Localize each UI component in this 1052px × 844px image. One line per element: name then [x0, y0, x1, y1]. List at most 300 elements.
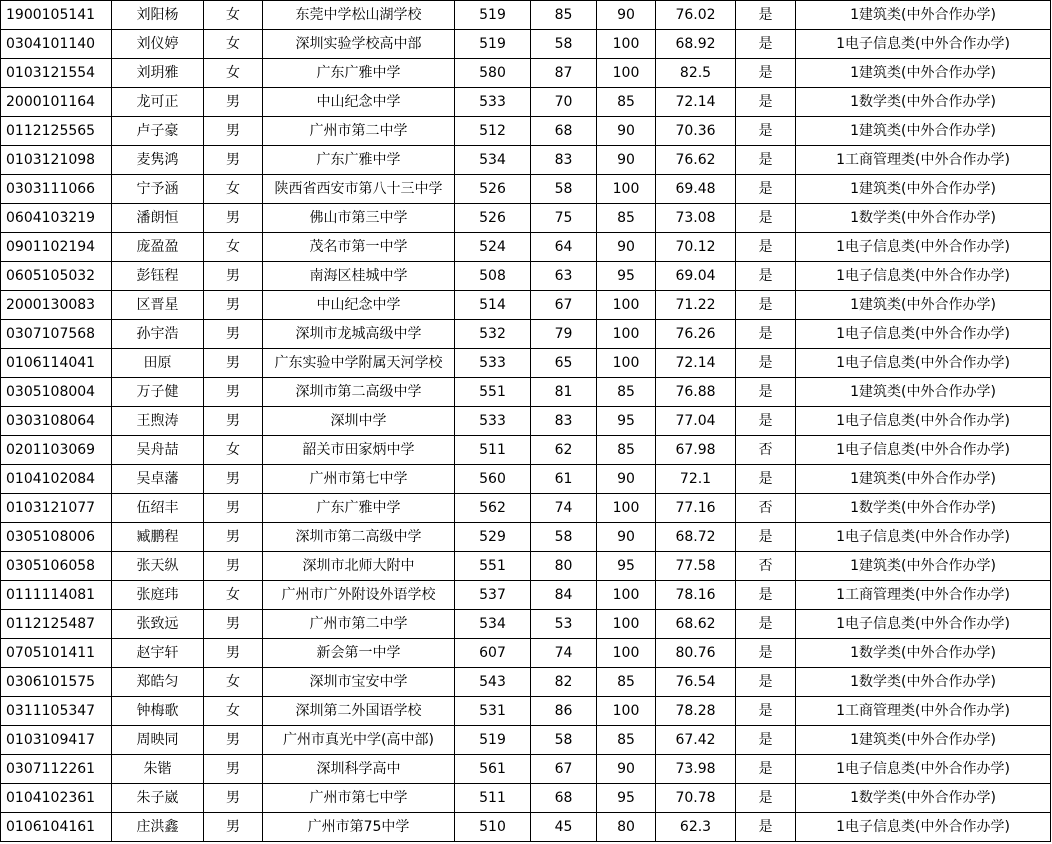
school-cell: 深圳市宝安中学 [263, 668, 455, 697]
score-a-cell: 82 [531, 668, 597, 697]
composite-score-cell: 78.28 [656, 697, 736, 726]
gender-cell: 女 [204, 59, 263, 88]
accepted-cell: 是 [736, 726, 796, 755]
program-cell: 1工商管理类(中外合作办学) [796, 581, 1051, 610]
program-cell: 1建筑类(中外合作办学) [796, 1, 1051, 30]
total-score-cell: 560 [455, 465, 531, 494]
composite-score-cell: 76.26 [656, 320, 736, 349]
score-b-cell: 100 [597, 291, 656, 320]
student-name-cell: 宁予涵 [112, 175, 204, 204]
candidate-id-cell: 0311105347 [1, 697, 112, 726]
score-b-cell: 95 [597, 262, 656, 291]
program-cell: 1电子信息类(中外合作办学) [796, 407, 1051, 436]
score-b-cell: 100 [597, 349, 656, 378]
total-score-cell: 524 [455, 233, 531, 262]
candidate-id-cell: 0112125487 [1, 610, 112, 639]
composite-score-cell: 76.62 [656, 146, 736, 175]
composite-score-cell: 72.14 [656, 349, 736, 378]
score-a-cell: 67 [531, 755, 597, 784]
table-row [1, 88, 1051, 117]
score-a-cell: 68 [531, 784, 597, 813]
accepted-cell: 是 [736, 610, 796, 639]
student-name-cell: 田原 [112, 349, 204, 378]
score-a-cell: 53 [531, 610, 597, 639]
score-b-cell: 95 [597, 784, 656, 813]
gender-cell: 男 [204, 726, 263, 755]
candidate-id-cell: 0112125565 [1, 117, 112, 146]
table-row [1, 291, 1051, 320]
score-b-cell: 85 [597, 726, 656, 755]
school-cell: 广州市第75中学 [263, 813, 455, 842]
score-b-cell: 90 [597, 465, 656, 494]
score-a-cell: 58 [531, 175, 597, 204]
accepted-cell: 是 [736, 523, 796, 552]
score-b-cell: 100 [597, 59, 656, 88]
student-name-cell: 庞盈盈 [112, 233, 204, 262]
table-row [1, 639, 1051, 668]
gender-cell: 男 [204, 755, 263, 784]
candidate-id-cell: 2000130083 [1, 291, 112, 320]
table-row [1, 610, 1051, 639]
composite-score-cell: 70.36 [656, 117, 736, 146]
candidate-id-cell: 0111114081 [1, 581, 112, 610]
table-row [1, 30, 1051, 59]
table-row [1, 523, 1051, 552]
school-cell: 深圳市龙城高级中学 [263, 320, 455, 349]
school-cell: 广东广雅中学 [263, 146, 455, 175]
accepted-cell: 是 [736, 30, 796, 59]
composite-score-cell: 78.16 [656, 581, 736, 610]
program-cell: 1电子信息类(中外合作办学) [796, 262, 1051, 291]
accepted-cell: 是 [736, 1, 796, 30]
score-a-cell: 61 [531, 465, 597, 494]
score-b-cell: 100 [597, 581, 656, 610]
table-row [1, 117, 1051, 146]
student-name-cell: 钟梅歌 [112, 697, 204, 726]
composite-score-cell: 62.3 [656, 813, 736, 842]
total-score-cell: 532 [455, 320, 531, 349]
gender-cell: 女 [204, 697, 263, 726]
program-cell: 1数学类(中外合作办学) [796, 204, 1051, 233]
total-score-cell: 533 [455, 407, 531, 436]
gender-cell: 男 [204, 784, 263, 813]
total-score-cell: 508 [455, 262, 531, 291]
total-score-cell: 511 [455, 436, 531, 465]
accepted-cell: 是 [736, 813, 796, 842]
school-cell: 广州市广外附设外语学校 [263, 581, 455, 610]
total-score-cell: 531 [455, 697, 531, 726]
composite-score-cell: 77.16 [656, 494, 736, 523]
candidate-id-cell: 0106114041 [1, 349, 112, 378]
student-name-cell: 龙可正 [112, 88, 204, 117]
student-name-cell: 张致远 [112, 610, 204, 639]
student-name-cell: 万子健 [112, 378, 204, 407]
accepted-cell: 是 [736, 407, 796, 436]
gender-cell: 女 [204, 175, 263, 204]
candidate-id-cell: 0305108004 [1, 378, 112, 407]
composite-score-cell: 77.04 [656, 407, 736, 436]
accepted-cell: 是 [736, 755, 796, 784]
school-cell: 广州市第二中学 [263, 117, 455, 146]
score-b-cell: 85 [597, 88, 656, 117]
school-cell: 深圳实验学校高中部 [263, 30, 455, 59]
score-b-cell: 90 [597, 1, 656, 30]
school-cell: 中山纪念中学 [263, 88, 455, 117]
score-a-cell: 84 [531, 581, 597, 610]
composite-score-cell: 70.12 [656, 233, 736, 262]
accepted-cell: 是 [736, 291, 796, 320]
school-cell: 广州市第二中学 [263, 610, 455, 639]
accepted-cell: 是 [736, 59, 796, 88]
candidate-id-cell: 0705101411 [1, 639, 112, 668]
table-row [1, 697, 1051, 726]
student-name-cell: 刘玥雅 [112, 59, 204, 88]
gender-cell: 女 [204, 233, 263, 262]
composite-score-cell: 67.42 [656, 726, 736, 755]
total-score-cell: 543 [455, 668, 531, 697]
student-name-cell: 臧鹏程 [112, 523, 204, 552]
student-name-cell: 张天纵 [112, 552, 204, 581]
table-row [1, 59, 1051, 88]
student-name-cell: 吴卓藩 [112, 465, 204, 494]
score-a-cell: 63 [531, 262, 597, 291]
school-cell: 广州市第七中学 [263, 784, 455, 813]
total-score-cell: 607 [455, 639, 531, 668]
gender-cell: 女 [204, 581, 263, 610]
table-row [1, 407, 1051, 436]
table-row [1, 726, 1051, 755]
gender-cell: 男 [204, 407, 263, 436]
score-b-cell: 95 [597, 407, 656, 436]
candidate-id-cell: 0303111066 [1, 175, 112, 204]
composite-score-cell: 73.08 [656, 204, 736, 233]
candidate-id-cell: 0305106058 [1, 552, 112, 581]
total-score-cell: 537 [455, 581, 531, 610]
candidate-id-cell: 0305108006 [1, 523, 112, 552]
program-cell: 1电子信息类(中外合作办学) [796, 436, 1051, 465]
total-score-cell: 534 [455, 146, 531, 175]
score-b-cell: 85 [597, 668, 656, 697]
accepted-cell: 是 [736, 262, 796, 291]
gender-cell: 男 [204, 262, 263, 291]
school-cell: 深圳市北师大附中 [263, 552, 455, 581]
candidate-id-cell: 0307112261 [1, 755, 112, 784]
student-name-cell: 麦隽鸿 [112, 146, 204, 175]
program-cell: 1电子信息类(中外合作办学) [796, 30, 1051, 59]
student-name-cell: 周映同 [112, 726, 204, 755]
composite-score-cell: 80.76 [656, 639, 736, 668]
composite-score-cell: 68.62 [656, 610, 736, 639]
candidate-id-cell: 1900105141 [1, 1, 112, 30]
student-name-cell: 刘仪婷 [112, 30, 204, 59]
student-name-cell: 区晋星 [112, 291, 204, 320]
school-cell: 广东广雅中学 [263, 59, 455, 88]
score-b-cell: 85 [597, 378, 656, 407]
gender-cell: 男 [204, 813, 263, 842]
gender-cell: 女 [204, 30, 263, 59]
composite-score-cell: 73.98 [656, 755, 736, 784]
table-row [1, 436, 1051, 465]
composite-score-cell: 67.98 [656, 436, 736, 465]
gender-cell: 男 [204, 378, 263, 407]
gender-cell: 男 [204, 291, 263, 320]
candidate-id-cell: 0103121077 [1, 494, 112, 523]
student-name-cell: 朱锴 [112, 755, 204, 784]
student-name-cell: 朱子崴 [112, 784, 204, 813]
table-row [1, 320, 1051, 349]
table-body [1, 1, 1051, 842]
table-row [1, 668, 1051, 697]
student-name-cell: 彭钰程 [112, 262, 204, 291]
gender-cell: 男 [204, 465, 263, 494]
composite-score-cell: 69.04 [656, 262, 736, 291]
school-cell: 陕西省西安市第八十三中学 [263, 175, 455, 204]
score-a-cell: 86 [531, 697, 597, 726]
gender-cell: 男 [204, 320, 263, 349]
score-a-cell: 64 [531, 233, 597, 262]
program-cell: 1建筑类(中外合作办学) [796, 726, 1051, 755]
total-score-cell: 561 [455, 755, 531, 784]
accepted-cell: 是 [736, 146, 796, 175]
score-b-cell: 100 [597, 610, 656, 639]
score-a-cell: 79 [531, 320, 597, 349]
score-a-cell: 65 [531, 349, 597, 378]
score-a-cell: 81 [531, 378, 597, 407]
student-name-cell: 张庭玮 [112, 581, 204, 610]
accepted-cell: 是 [736, 697, 796, 726]
candidate-id-cell: 2000101164 [1, 88, 112, 117]
school-cell: 深圳第二外国语学校 [263, 697, 455, 726]
table-row [1, 784, 1051, 813]
gender-cell: 男 [204, 639, 263, 668]
student-name-cell: 庄洪鑫 [112, 813, 204, 842]
score-a-cell: 58 [531, 523, 597, 552]
total-score-cell: 533 [455, 349, 531, 378]
program-cell: 1建筑类(中外合作办学) [796, 117, 1051, 146]
score-a-cell: 62 [531, 436, 597, 465]
table-row [1, 378, 1051, 407]
score-b-cell: 100 [597, 175, 656, 204]
candidate-id-cell: 0303108064 [1, 407, 112, 436]
program-cell: 1建筑类(中外合作办学) [796, 291, 1051, 320]
accepted-cell: 是 [736, 204, 796, 233]
score-b-cell: 90 [597, 117, 656, 146]
accepted-cell: 是 [736, 88, 796, 117]
gender-cell: 男 [204, 204, 263, 233]
composite-score-cell: 76.02 [656, 1, 736, 30]
composite-score-cell: 76.54 [656, 668, 736, 697]
score-b-cell: 80 [597, 813, 656, 842]
program-cell: 1电子信息类(中外合作办学) [796, 349, 1051, 378]
program-cell: 1电子信息类(中外合作办学) [796, 320, 1051, 349]
student-name-cell: 卢子豪 [112, 117, 204, 146]
score-a-cell: 83 [531, 407, 597, 436]
total-score-cell: 511 [455, 784, 531, 813]
program-cell: 1数学类(中外合作办学) [796, 88, 1051, 117]
accepted-cell: 是 [736, 378, 796, 407]
candidate-id-cell: 0306101575 [1, 668, 112, 697]
student-name-cell: 赵宇轩 [112, 639, 204, 668]
program-cell: 1工商管理类(中外合作办学) [796, 146, 1051, 175]
composite-score-cell: 70.78 [656, 784, 736, 813]
candidate-id-cell: 0901102194 [1, 233, 112, 262]
gender-cell: 男 [204, 552, 263, 581]
total-score-cell: 519 [455, 30, 531, 59]
school-cell: 深圳科学高中 [263, 755, 455, 784]
school-cell: 佛山市第三中学 [263, 204, 455, 233]
score-a-cell: 70 [531, 88, 597, 117]
candidate-id-cell: 0605105032 [1, 262, 112, 291]
school-cell: 深圳市第二高级中学 [263, 523, 455, 552]
gender-cell: 男 [204, 610, 263, 639]
candidate-id-cell: 0103109417 [1, 726, 112, 755]
table-row [1, 175, 1051, 204]
program-cell: 1数学类(中外合作办学) [796, 784, 1051, 813]
gender-cell: 男 [204, 523, 263, 552]
gender-cell: 男 [204, 117, 263, 146]
table-row [1, 262, 1051, 291]
gender-cell: 男 [204, 146, 263, 175]
student-name-cell: 伍绍丰 [112, 494, 204, 523]
school-cell: 深圳中学 [263, 407, 455, 436]
score-a-cell: 67 [531, 291, 597, 320]
gender-cell: 女 [204, 436, 263, 465]
school-cell: 南海区桂城中学 [263, 262, 455, 291]
school-cell: 茂名市第一中学 [263, 233, 455, 262]
composite-score-cell: 72.14 [656, 88, 736, 117]
score-b-cell: 100 [597, 320, 656, 349]
program-cell: 1电子信息类(中外合作办学) [796, 233, 1051, 262]
score-b-cell: 90 [597, 523, 656, 552]
total-score-cell: 519 [455, 1, 531, 30]
total-score-cell: 526 [455, 204, 531, 233]
table-row [1, 494, 1051, 523]
score-b-cell: 85 [597, 436, 656, 465]
accepted-cell: 是 [736, 639, 796, 668]
score-b-cell: 100 [597, 30, 656, 59]
total-score-cell: 526 [455, 175, 531, 204]
candidate-id-cell: 0304101140 [1, 30, 112, 59]
school-cell: 新会第一中学 [263, 639, 455, 668]
score-a-cell: 68 [531, 117, 597, 146]
student-name-cell: 潘朗恒 [112, 204, 204, 233]
total-score-cell: 514 [455, 291, 531, 320]
program-cell: 1数学类(中外合作办学) [796, 668, 1051, 697]
accepted-cell: 是 [736, 233, 796, 262]
program-cell: 1建筑类(中外合作办学) [796, 59, 1051, 88]
gender-cell: 女 [204, 668, 263, 697]
score-a-cell: 75 [531, 204, 597, 233]
student-name-cell: 王煦涛 [112, 407, 204, 436]
candidate-id-cell: 0307107568 [1, 320, 112, 349]
composite-score-cell: 69.48 [656, 175, 736, 204]
composite-score-cell: 76.88 [656, 378, 736, 407]
program-cell: 1电子信息类(中外合作办学) [796, 523, 1051, 552]
program-cell: 1数学类(中外合作办学) [796, 494, 1051, 523]
gender-cell: 男 [204, 88, 263, 117]
composite-score-cell: 68.92 [656, 30, 736, 59]
score-a-cell: 85 [531, 1, 597, 30]
accepted-cell: 是 [736, 465, 796, 494]
candidate-id-cell: 0103121098 [1, 146, 112, 175]
score-a-cell: 80 [531, 552, 597, 581]
candidate-id-cell: 0106104161 [1, 813, 112, 842]
total-score-cell: 580 [455, 59, 531, 88]
composite-score-cell: 77.58 [656, 552, 736, 581]
score-b-cell: 100 [597, 639, 656, 668]
total-score-cell: 534 [455, 610, 531, 639]
composite-score-cell: 71.22 [656, 291, 736, 320]
score-a-cell: 58 [531, 30, 597, 59]
table-row [1, 204, 1051, 233]
table-row [1, 465, 1051, 494]
accepted-cell: 是 [736, 175, 796, 204]
composite-score-cell: 82.5 [656, 59, 736, 88]
school-cell: 广州市真光中学(高中部) [263, 726, 455, 755]
program-cell: 1电子信息类(中外合作办学) [796, 813, 1051, 842]
score-a-cell: 74 [531, 494, 597, 523]
total-score-cell: 519 [455, 726, 531, 755]
table-row [1, 1, 1051, 30]
student-name-cell: 刘阳杨 [112, 1, 204, 30]
score-a-cell: 58 [531, 726, 597, 755]
program-cell: 1建筑类(中外合作办学) [796, 465, 1051, 494]
total-score-cell: 551 [455, 552, 531, 581]
accepted-cell: 否 [736, 494, 796, 523]
school-cell: 中山纪念中学 [263, 291, 455, 320]
program-cell: 1建筑类(中外合作办学) [796, 552, 1051, 581]
accepted-cell: 是 [736, 320, 796, 349]
table-row [1, 813, 1051, 842]
student-name-cell: 郑皓匀 [112, 668, 204, 697]
score-a-cell: 87 [531, 59, 597, 88]
school-cell: 深圳市第二高级中学 [263, 378, 455, 407]
table-row [1, 581, 1051, 610]
score-b-cell: 90 [597, 755, 656, 784]
total-score-cell: 562 [455, 494, 531, 523]
student-name-cell: 孙宇浩 [112, 320, 204, 349]
table-row [1, 552, 1051, 581]
school-cell: 东莞中学松山湖学校 [263, 1, 455, 30]
table-row [1, 146, 1051, 175]
school-cell: 韶关市田家炳中学 [263, 436, 455, 465]
program-cell: 1电子信息类(中外合作办学) [796, 755, 1051, 784]
school-cell: 广东实验中学附属天河学校 [263, 349, 455, 378]
gender-cell: 男 [204, 349, 263, 378]
table-row [1, 349, 1051, 378]
program-cell: 1数学类(中外合作办学) [796, 639, 1051, 668]
accepted-cell: 是 [736, 117, 796, 146]
table-row [1, 755, 1051, 784]
score-b-cell: 100 [597, 697, 656, 726]
accepted-cell: 是 [736, 784, 796, 813]
accepted-cell: 是 [736, 668, 796, 697]
composite-score-cell: 68.72 [656, 523, 736, 552]
score-a-cell: 45 [531, 813, 597, 842]
candidate-id-cell: 0201103069 [1, 436, 112, 465]
candidate-id-cell: 0103121554 [1, 59, 112, 88]
composite-score-cell: 72.1 [656, 465, 736, 494]
gender-cell: 男 [204, 494, 263, 523]
score-b-cell: 95 [597, 552, 656, 581]
accepted-cell: 否 [736, 436, 796, 465]
student-name-cell: 吴舟喆 [112, 436, 204, 465]
program-cell: 1工商管理类(中外合作办学) [796, 697, 1051, 726]
program-cell: 1电子信息类(中外合作办学) [796, 610, 1051, 639]
total-score-cell: 533 [455, 88, 531, 117]
gender-cell: 女 [204, 1, 263, 30]
score-b-cell: 100 [597, 494, 656, 523]
